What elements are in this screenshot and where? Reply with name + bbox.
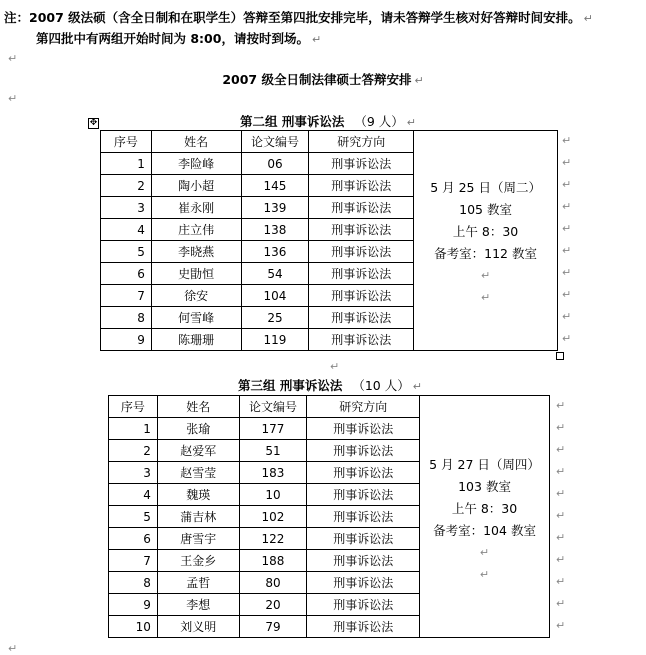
paper-number: 25	[241, 307, 309, 329]
group3-title: 第三组 刑事诉讼法 （10 人） ↵	[238, 378, 422, 393]
schedule-info-cell	[414, 131, 558, 351]
student-name: 魏瑛	[157, 484, 239, 506]
student-name: 赵爱军	[157, 440, 239, 462]
research-field: 刑事诉讼法	[307, 616, 420, 638]
paragraph-mark: ↵	[480, 269, 491, 282]
row-end-mark: ↵	[562, 222, 572, 235]
paper-number: 79	[239, 616, 307, 638]
schedule-info-cell	[420, 396, 550, 638]
student-name: 徐安	[151, 285, 241, 307]
table-resize-handle-icon[interactable]	[556, 352, 564, 360]
paragraph-mark: ↵	[414, 74, 424, 87]
paragraph-mark: ↵	[479, 546, 490, 559]
table-header-row	[109, 396, 550, 418]
column-header: 序号	[101, 131, 152, 153]
row-number: 7	[101, 285, 152, 307]
row-end-mark: ↵	[562, 310, 572, 323]
student-name: 庄立伟	[151, 219, 241, 241]
research-field: 刑事诉讼法	[309, 175, 414, 197]
column-header: 姓名	[157, 396, 239, 418]
research-field: 刑事诉讼法	[307, 506, 420, 528]
student-name: 孟哲	[157, 572, 239, 594]
paper-number: 54	[241, 263, 309, 285]
student-name: 张瑜	[157, 418, 239, 440]
research-field: 刑事诉讼法	[307, 550, 420, 572]
student-name: 史勖恒	[151, 263, 241, 285]
row-end-mark: ↵	[556, 487, 566, 500]
student-name: 何雪峰	[151, 307, 241, 329]
row-end-mark: ↵	[556, 399, 566, 412]
research-field: 刑事诉讼法	[307, 572, 420, 594]
row-number: 7	[109, 550, 158, 572]
row-number: 9	[109, 594, 158, 616]
research-field: 刑事诉讼法	[309, 241, 414, 263]
row-number: 3	[101, 197, 152, 219]
column-header: 研究方向	[307, 396, 420, 418]
row-end-mark: ↵	[562, 244, 572, 257]
research-field: 刑事诉讼法	[309, 219, 414, 241]
paper-number: 20	[239, 594, 307, 616]
research-field: 刑事诉讼法	[309, 307, 414, 329]
paper-number: 136	[241, 241, 309, 263]
column-header: 论文编号	[239, 396, 307, 418]
row-end-mark: ↵	[562, 200, 572, 213]
row-end-mark: ↵	[556, 597, 566, 610]
student-name: 蒲吉林	[157, 506, 239, 528]
row-number: 4	[109, 484, 158, 506]
row-end-mark: ↵	[556, 553, 566, 566]
row-number: 8	[101, 307, 152, 329]
row-number: 1	[101, 153, 152, 175]
row-end-mark: ↵	[556, 443, 566, 456]
row-number: 9	[101, 329, 152, 351]
research-field: 刑事诉讼法	[307, 462, 420, 484]
row-end-mark: ↵	[562, 332, 572, 345]
notice-line-1: 注：2007 级法硕（含全日制和在职学生）答辩至第四批安排完毕，请未答辩学生核对好答辩时间安排。 ↵	[4, 10, 593, 25]
paper-number: 104	[241, 285, 309, 307]
group2-table-body	[101, 131, 558, 351]
standby-room: 备考室：104 教室	[433, 523, 536, 538]
paragraph-mark: ↵	[480, 291, 491, 304]
research-field: 刑事诉讼法	[307, 528, 420, 550]
paper-number: 80	[239, 572, 307, 594]
row-end-mark: ↵	[562, 266, 572, 279]
student-name: 王金乡	[157, 550, 239, 572]
row-end-mark: ↵	[562, 178, 572, 191]
research-field: 刑事诉讼法	[307, 484, 420, 506]
paragraph-mark: ↵	[583, 12, 593, 25]
student-name: 刘义明	[157, 616, 239, 638]
paper-number: 10	[239, 484, 307, 506]
schedule-time: 上午 8：30	[452, 224, 519, 239]
paper-number: 06	[241, 153, 309, 175]
group2-table	[100, 130, 558, 351]
column-header: 论文编号	[241, 131, 309, 153]
row-end-mark: ↵	[556, 531, 566, 544]
paragraph-mark: ↵	[412, 380, 422, 393]
student-name: 陶小超	[151, 175, 241, 197]
table-header-row	[101, 131, 558, 153]
column-header: 序号	[109, 396, 158, 418]
research-field: 刑事诉讼法	[307, 418, 420, 440]
student-name: 李想	[157, 594, 239, 616]
row-number: 2	[101, 175, 152, 197]
paragraph-mark: ↵	[330, 360, 340, 373]
row-end-mark: ↵	[562, 134, 572, 147]
row-number: 10	[109, 616, 158, 638]
research-field: 刑事诉讼法	[309, 197, 414, 219]
paragraph-mark: ↵	[8, 642, 18, 655]
paper-number: 122	[239, 528, 307, 550]
schedule-date: 5 月 27 日（周四）	[429, 457, 540, 472]
paper-number: 177	[239, 418, 307, 440]
student-name: 赵雪莹	[157, 462, 239, 484]
research-field: 刑事诉讼法	[309, 263, 414, 285]
group2-title: 第二组 刑事诉讼法 （9 人） ↵	[240, 114, 417, 129]
paper-number: 51	[239, 440, 307, 462]
schedule-room: 105 教室	[459, 202, 512, 217]
group3-table-body	[109, 396, 550, 638]
student-name: 陈珊珊	[151, 329, 241, 351]
table-move-handle-icon[interactable]: ✥	[89, 118, 98, 128]
row-end-mark: ↵	[562, 288, 572, 301]
notice	[4, 8, 644, 50]
row-end-mark: ↵	[556, 619, 566, 632]
row-end-mark: ↵	[562, 156, 572, 169]
paragraph-mark: ↵	[8, 52, 18, 65]
document-title: 2007 级全日制法律硕士答辩安排 ↵	[222, 72, 424, 87]
row-number: 8	[109, 572, 158, 594]
paragraph-mark: ↵	[406, 116, 417, 129]
row-end-mark: ↵	[556, 509, 566, 522]
paper-number: 102	[239, 506, 307, 528]
row-number: 2	[109, 440, 158, 462]
schedule-date: 5 月 25 日（周二）	[430, 180, 541, 195]
schedule-room: 103 教室	[458, 479, 511, 494]
paper-number: 183	[239, 462, 307, 484]
column-header: 研究方向	[309, 131, 414, 153]
student-name: 李晓燕	[151, 241, 241, 263]
row-end-mark: ↵	[556, 575, 566, 588]
paper-number: 145	[241, 175, 309, 197]
student-name: 崔永刚	[151, 197, 241, 219]
schedule-time: 上午 8：30	[451, 501, 518, 516]
research-field: 刑事诉讼法	[309, 285, 414, 307]
row-end-mark: ↵	[556, 465, 566, 478]
row-number: 6	[109, 528, 158, 550]
paper-number: 188	[239, 550, 307, 572]
paper-number: 119	[241, 329, 309, 351]
row-number: 4	[101, 219, 152, 241]
student-name: 李险峰	[151, 153, 241, 175]
row-number: 5	[109, 506, 158, 528]
notice-line-2: 第四批中有两组开始时间为 8:00，请按时到场。 ↵	[36, 31, 322, 46]
row-number: 6	[101, 263, 152, 285]
research-field: 刑事诉讼法	[309, 153, 414, 175]
row-end-mark: ↵	[556, 421, 566, 434]
group3-table	[108, 395, 550, 638]
row-number: 5	[101, 241, 152, 263]
row-number: 3	[109, 462, 158, 484]
column-header: 姓名	[151, 131, 241, 153]
research-field: 刑事诉讼法	[307, 594, 420, 616]
row-number: 1	[109, 418, 158, 440]
paragraph-mark: ↵	[8, 92, 18, 105]
standby-room: 备考室：112 教室	[434, 246, 537, 261]
paragraph-mark: ↵	[479, 568, 490, 581]
paper-number: 139	[241, 197, 309, 219]
research-field: 刑事诉讼法	[309, 329, 414, 351]
research-field: 刑事诉讼法	[307, 440, 420, 462]
paper-number: 138	[241, 219, 309, 241]
paragraph-mark: ↵	[311, 33, 322, 46]
student-name: 唐雪宇	[157, 528, 239, 550]
